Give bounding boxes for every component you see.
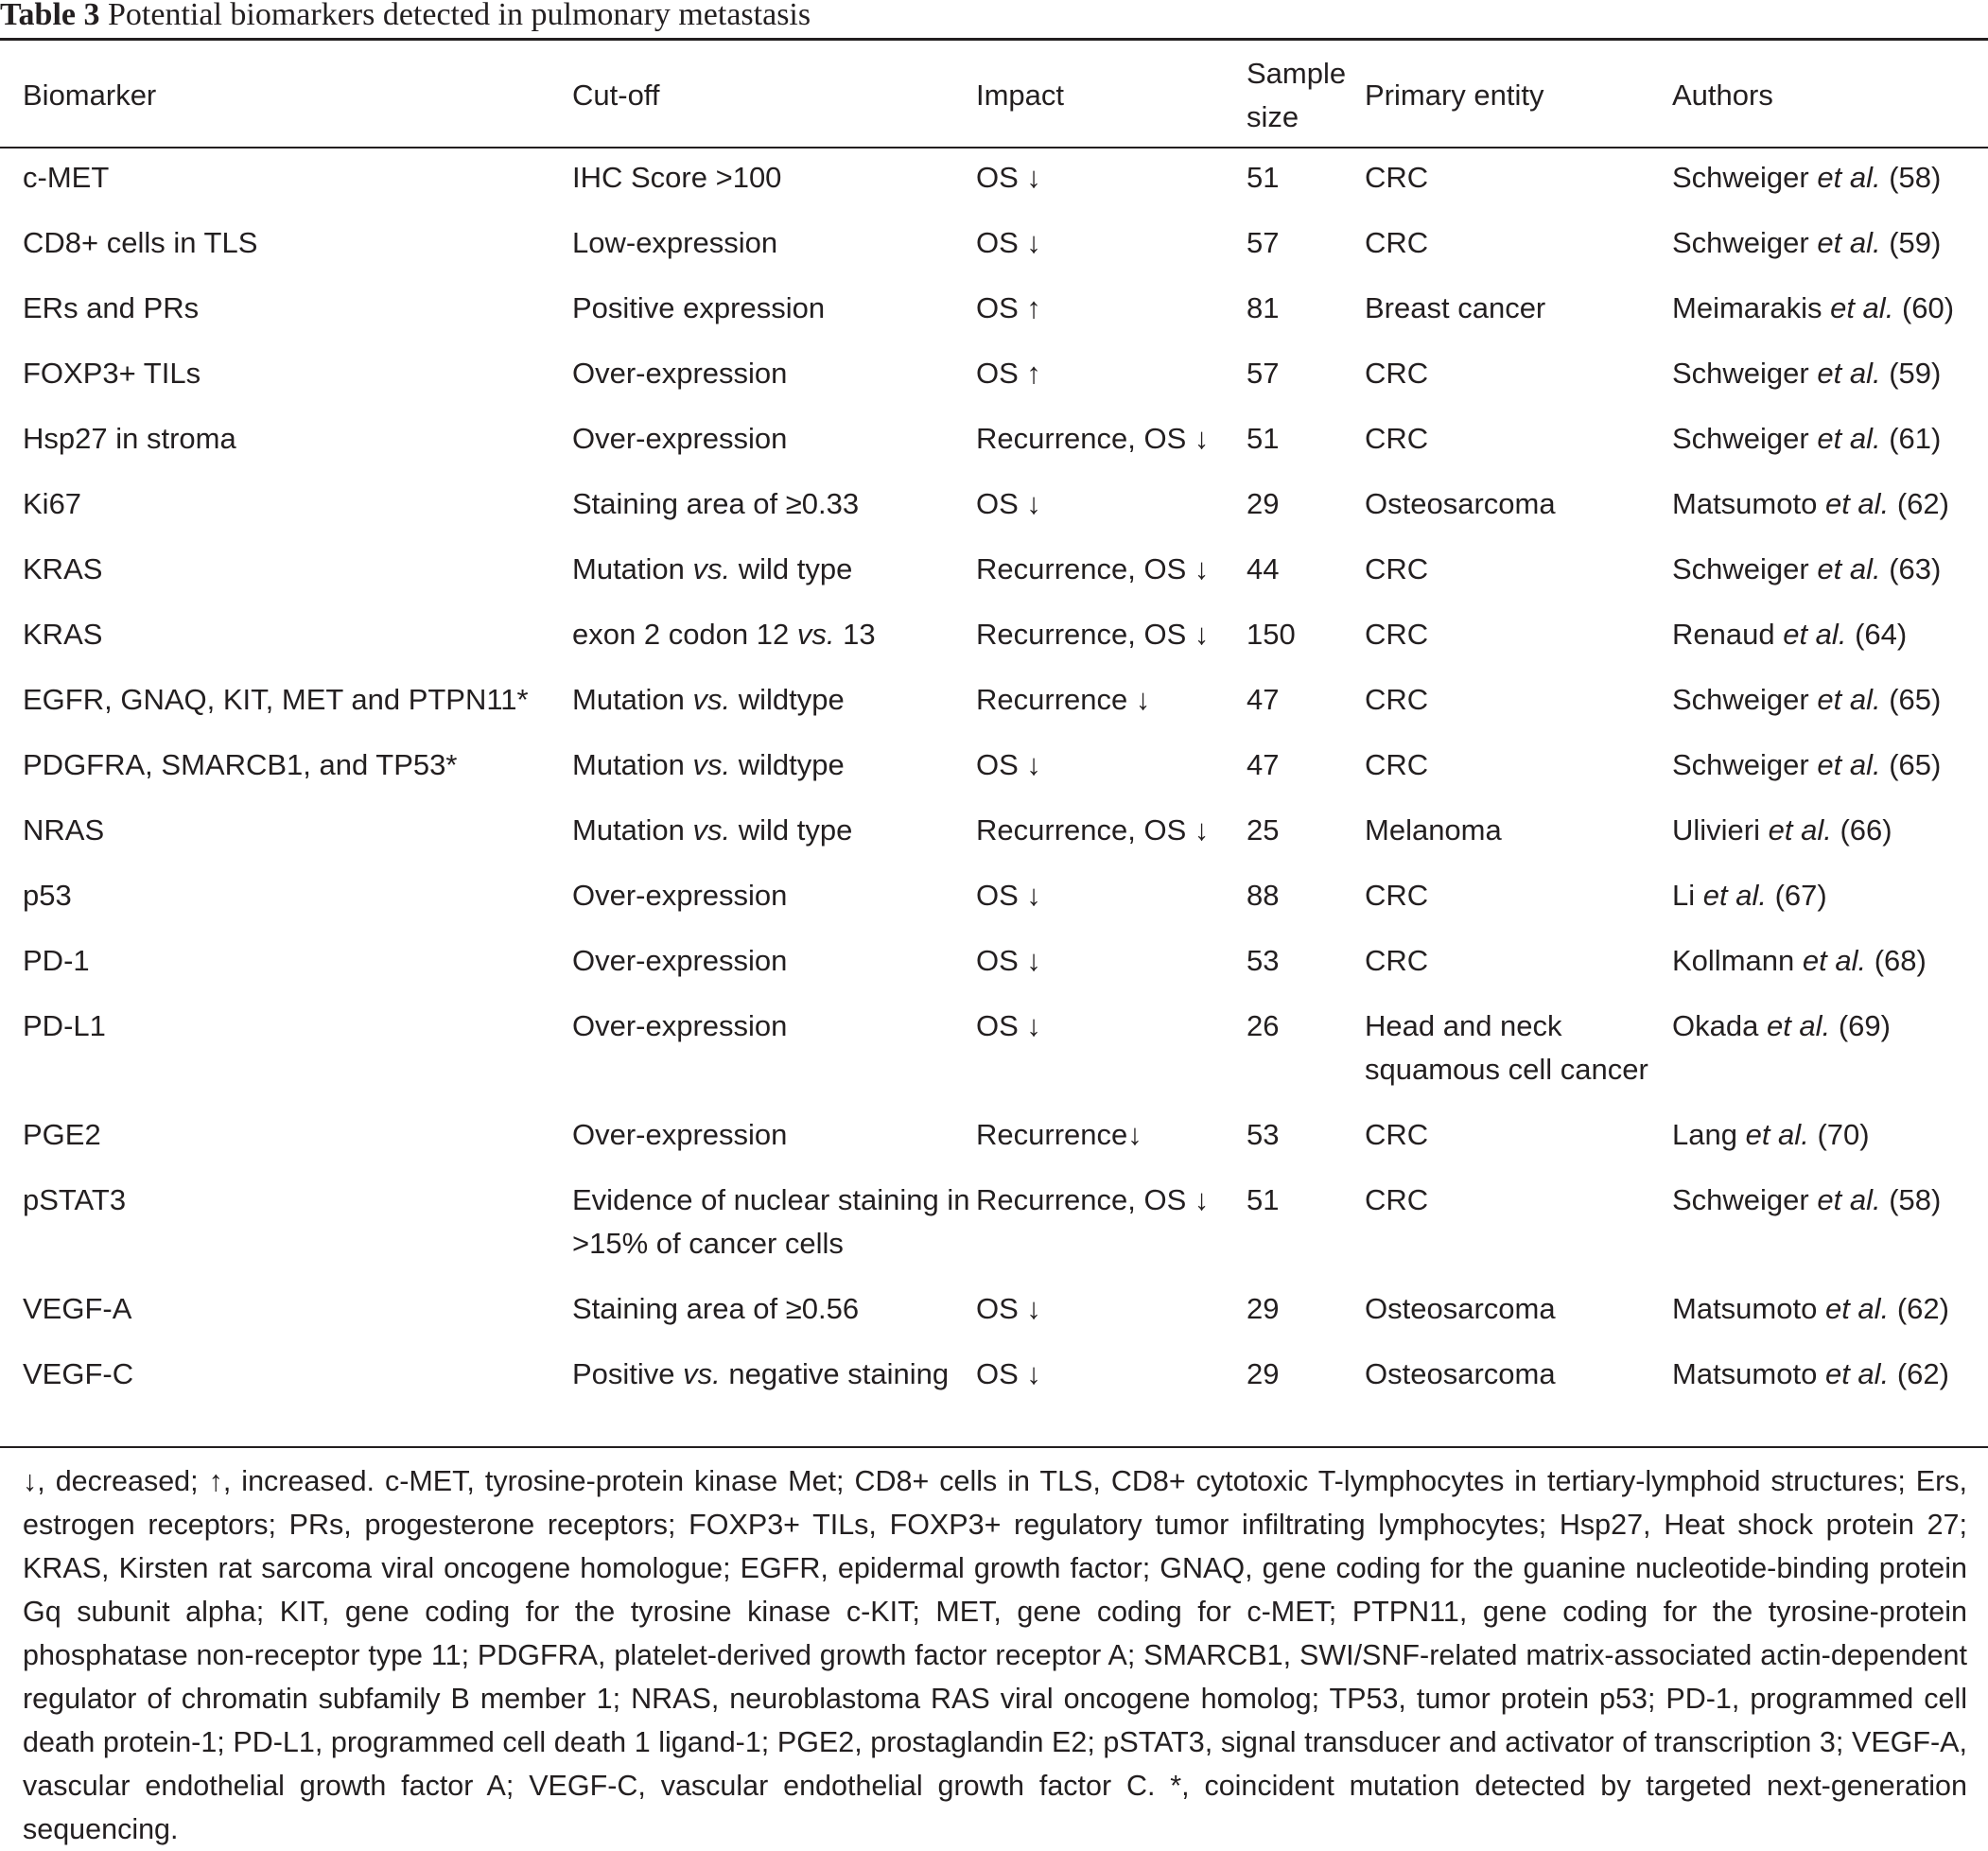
cutoff-text: Positive bbox=[572, 1357, 684, 1390]
author-et-al: et al. bbox=[1768, 813, 1832, 847]
cell-impact: OS ↓ bbox=[976, 1357, 1041, 1390]
row-spacer bbox=[0, 417, 23, 482]
cell-primary-entity: Head and neck squamous cell cancer bbox=[1365, 1009, 1648, 1086]
cell-biomarker: FOXP3+ TILs bbox=[23, 357, 201, 390]
table-footnote: ↓, decreased; ↑, increased. c-MET, tyrosine-protein kinase Met; CD8+ cells in TLS, CD8+ cytotoxic T-lymphocytes in tertiary-lymphoid structures; Ers, estrogen receptors; PRs, progesterone receptors; FOXP3+ TILs, FOXP3+ regulatory tumor infiltrating lymphocytes; Hsp27, Heat shock protein 27; KRAS, Kirsten rat sarcoma viral oncogene homologue; EGFR, epidermal growth factor; GNAQ, gene coding for the guanine nucleotide-binding protein Gq subunit alpha; KIT, gene coding for the tyrosine kinase c-KIT; MET, gene coding for c-MET; PTPN11, gene coding for the tyrosine-protein phosphatase non-receptor type 11; PDGFRA, platelet-derived growth factor receptor A; SMARCB1, SWI/SNF-related matrix-associated actin-dependent regulator of chromatin subfamily B member 1; NRAS, neuroblastoma RAS viral oncogene homolog; TP53, tumor protein p53; PD-1, programmed cell death protein-1; PD-L1, programmed cell death 1 ligand-1; PGE2, prostaglandin E2; pSTAT3, signal transducer and activator of transcription 3; VEGF-A, vascular endothelial growth factor A; VEGF-C, vascular endothelial growth factor C. *, coincident mutation detected by targeted next-generation sequencing. bbox=[23, 1465, 1967, 1845]
author-name: Schweiger bbox=[1672, 683, 1809, 716]
cell-biomarker: VEGF-A bbox=[23, 1292, 132, 1325]
cell-primary-entity: CRC bbox=[1365, 944, 1429, 977]
cell-cutoff bbox=[572, 221, 976, 287]
table-row bbox=[0, 809, 1988, 874]
row-spacer bbox=[0, 1179, 23, 1287]
header-row bbox=[0, 47, 1988, 144]
author-et-al: et al. bbox=[1824, 1292, 1890, 1325]
cell-sample-size: 53 bbox=[1247, 944, 1280, 977]
table-caption bbox=[0, 0, 811, 32]
cell-cutoff bbox=[572, 548, 976, 613]
cutoff-text: exon 2 codon 12 bbox=[572, 618, 797, 651]
cell-primary-entity: CRC bbox=[1365, 879, 1429, 912]
cell-cutoff bbox=[572, 613, 976, 678]
cutoff-text: Evidence of nuclear staining in >15% of cancer cells bbox=[572, 1183, 970, 1260]
author-reference: (58) bbox=[1889, 161, 1942, 194]
cell-cutoff bbox=[572, 287, 976, 352]
cell-impact: Recurrence, OS ↓ bbox=[976, 1183, 1210, 1216]
cell-cutoff bbox=[572, 874, 976, 939]
cell-biomarker: PDGFRA, SMARCB1, and TP53* bbox=[23, 748, 458, 781]
cell-sample-size: 25 bbox=[1247, 813, 1280, 847]
cell-authors bbox=[1672, 613, 1988, 678]
cell-authors bbox=[1672, 678, 1988, 743]
cell-sample-size: 51 bbox=[1247, 1183, 1280, 1216]
cell-biomarker: ERs and PRs bbox=[23, 291, 200, 324]
row-spacer bbox=[0, 743, 23, 809]
author-name: Schweiger bbox=[1672, 1183, 1809, 1216]
cutoff-text: Over-expression bbox=[572, 944, 788, 977]
row-spacer bbox=[0, 221, 23, 287]
author-et-al: et al. bbox=[1817, 161, 1881, 194]
header-cutoff: Cut-off bbox=[572, 79, 660, 112]
header-biomarker: Biomarker bbox=[23, 79, 157, 112]
cutoff-text: Positive expression bbox=[572, 291, 826, 324]
author-reference: (59) bbox=[1889, 226, 1942, 259]
author-reference: (65) bbox=[1889, 748, 1942, 781]
cutoff-text: wild type bbox=[730, 552, 853, 585]
cell-cutoff bbox=[572, 417, 976, 482]
cutoff-text: wildtype bbox=[730, 683, 845, 716]
cell-authors bbox=[1672, 482, 1988, 548]
author-et-al: et al. bbox=[1817, 683, 1881, 716]
author-name: Okada bbox=[1672, 1009, 1759, 1042]
author-et-al: et al. bbox=[1817, 226, 1881, 259]
cell-cutoff bbox=[572, 482, 976, 548]
author-reference: (60) bbox=[1901, 291, 1955, 324]
author-reference: (67) bbox=[1774, 879, 1827, 912]
author-et-al: et al. bbox=[1802, 944, 1867, 977]
cell-cutoff bbox=[572, 939, 976, 1004]
author-et-al: et al. bbox=[1745, 1118, 1809, 1151]
cutoff-text: wildtype bbox=[730, 748, 845, 781]
author-name: Schweiger bbox=[1672, 357, 1809, 390]
cutoff-text: Over-expression bbox=[572, 1009, 788, 1042]
author-name: Matsumoto bbox=[1672, 1292, 1818, 1325]
cutoff-text: IHC Score >100 bbox=[572, 161, 782, 194]
row-spacer bbox=[0, 939, 23, 1004]
author-reference: (64) bbox=[1855, 618, 1908, 651]
cell-primary-entity: CRC bbox=[1365, 748, 1429, 781]
author-et-al: et al. bbox=[1702, 879, 1767, 912]
author-et-al: et al. bbox=[1817, 1183, 1881, 1216]
cell-authors bbox=[1672, 417, 1988, 482]
row-spacer bbox=[0, 144, 23, 221]
cutoff-text: Staining area of ≥0.56 bbox=[572, 1292, 860, 1325]
author-reference: (68) bbox=[1874, 944, 1927, 977]
cell-authors bbox=[1672, 1179, 1988, 1287]
author-reference: (69) bbox=[1838, 1009, 1891, 1042]
cell-impact: Recurrence, OS ↓ bbox=[976, 422, 1210, 455]
author-et-al: et al. bbox=[1830, 291, 1894, 324]
author-name: Kollmann bbox=[1672, 944, 1795, 977]
cell-sample-size: 51 bbox=[1247, 422, 1280, 455]
header-spacer bbox=[0, 47, 23, 144]
cutoff-text: Over-expression bbox=[572, 357, 788, 390]
author-reference: (58) bbox=[1889, 1183, 1942, 1216]
cutoff-text: Low-expression bbox=[572, 226, 778, 259]
cutoff-text: 13 bbox=[834, 618, 876, 651]
cell-cutoff bbox=[572, 1353, 976, 1418]
cell-authors bbox=[1672, 1353, 1988, 1418]
header-authors: Authors bbox=[1672, 79, 1773, 112]
cutoff-vs: vs. bbox=[796, 618, 835, 651]
table-row bbox=[0, 482, 1988, 548]
cell-authors bbox=[1672, 1004, 1988, 1113]
cell-primary-entity: Osteosarcoma bbox=[1365, 487, 1556, 520]
author-et-al: et al. bbox=[1817, 748, 1881, 781]
table-row bbox=[0, 613, 1988, 678]
author-name: Meimarakis bbox=[1672, 291, 1822, 324]
cell-sample-size: 88 bbox=[1247, 879, 1280, 912]
cell-primary-entity: Osteosarcoma bbox=[1365, 1292, 1556, 1325]
cell-primary-entity: CRC bbox=[1365, 552, 1429, 585]
cell-authors bbox=[1672, 743, 1988, 809]
row-spacer bbox=[0, 287, 23, 352]
row-spacer bbox=[0, 1004, 23, 1113]
table-row bbox=[0, 874, 1988, 939]
cell-sample-size: 57 bbox=[1247, 357, 1280, 390]
cell-cutoff bbox=[572, 809, 976, 874]
cell-authors bbox=[1672, 874, 1988, 939]
cell-primary-entity: CRC bbox=[1365, 357, 1429, 390]
table-caption-label: Table 3 bbox=[0, 0, 100, 32]
author-reference: (59) bbox=[1889, 357, 1942, 390]
author-reference: (66) bbox=[1840, 813, 1892, 847]
author-name: Renaud bbox=[1672, 618, 1775, 651]
cutoff-vs: vs. bbox=[692, 748, 731, 781]
cell-impact: OS ↓ bbox=[976, 748, 1041, 781]
cutoff-text: Mutation bbox=[572, 748, 693, 781]
cell-primary-entity: CRC bbox=[1365, 422, 1429, 455]
cell-biomarker: PGE2 bbox=[23, 1118, 101, 1151]
row-spacer bbox=[0, 548, 23, 613]
cell-impact: OS ↓ bbox=[976, 161, 1041, 194]
table-row bbox=[0, 548, 1988, 613]
cell-primary-entity: CRC bbox=[1365, 161, 1429, 194]
author-reference: (62) bbox=[1896, 1292, 1949, 1325]
author-reference: (61) bbox=[1889, 422, 1942, 455]
cell-impact: OS ↓ bbox=[976, 487, 1041, 520]
author-name: Schweiger bbox=[1672, 552, 1809, 585]
cell-authors bbox=[1672, 352, 1988, 417]
cell-sample-size: 26 bbox=[1247, 1009, 1280, 1042]
author-reference: (63) bbox=[1889, 552, 1942, 585]
cell-primary-entity: CRC bbox=[1365, 683, 1429, 716]
row-spacer bbox=[0, 352, 23, 417]
cell-impact: OS ↓ bbox=[976, 944, 1041, 977]
author-name: Schweiger bbox=[1672, 422, 1809, 455]
cell-primary-entity: Osteosarcoma bbox=[1365, 1357, 1556, 1390]
author-reference: (70) bbox=[1817, 1118, 1870, 1151]
author-reference: (62) bbox=[1896, 1357, 1949, 1390]
cell-impact: Recurrence ↓ bbox=[976, 683, 1151, 716]
table-row bbox=[0, 1113, 1988, 1179]
cell-biomarker: Hsp27 in stroma bbox=[23, 422, 236, 455]
table-row bbox=[0, 1179, 1988, 1287]
author-reference: (65) bbox=[1889, 683, 1942, 716]
cutoff-text: Staining area of ≥0.33 bbox=[572, 487, 860, 520]
cell-sample-size: 150 bbox=[1247, 618, 1296, 651]
cell-cutoff bbox=[572, 1113, 976, 1179]
cell-authors bbox=[1672, 287, 1988, 352]
cutoff-vs: vs. bbox=[692, 683, 731, 716]
author-et-al: et al. bbox=[1817, 357, 1881, 390]
header-primary-entity: Primary entity bbox=[1365, 79, 1544, 112]
cell-biomarker: NRAS bbox=[23, 813, 105, 847]
header-sample-size: Sample size bbox=[1247, 57, 1347, 133]
cutoff-text: Mutation bbox=[572, 813, 693, 847]
cell-impact: Recurrence, OS ↓ bbox=[976, 552, 1210, 585]
cell-impact: Recurrence, OS ↓ bbox=[976, 813, 1210, 847]
cell-authors bbox=[1672, 939, 1988, 1004]
row-spacer bbox=[0, 1113, 23, 1179]
cell-biomarker: c-MET bbox=[23, 161, 110, 194]
table-row bbox=[0, 1353, 1988, 1418]
table-top-rule bbox=[0, 38, 1988, 41]
cell-biomarker: PD-L1 bbox=[23, 1009, 106, 1042]
cell-authors bbox=[1672, 548, 1988, 613]
cell-biomarker: EGFR, GNAQ, KIT, MET and PTPN11* bbox=[23, 683, 529, 716]
cell-impact: OS ↑ bbox=[976, 357, 1041, 390]
cell-cutoff bbox=[572, 1004, 976, 1113]
table-row bbox=[0, 678, 1988, 743]
row-spacer bbox=[0, 482, 23, 548]
cell-authors bbox=[1672, 221, 1988, 287]
cutoff-text: wild type bbox=[730, 813, 853, 847]
table-row bbox=[0, 352, 1988, 417]
table-row bbox=[0, 939, 1988, 1004]
cell-biomarker: Ki67 bbox=[23, 487, 82, 520]
table-header bbox=[0, 47, 1988, 144]
cutoff-text: Mutation bbox=[572, 552, 693, 585]
author-name: Matsumoto bbox=[1672, 1357, 1818, 1390]
row-spacer bbox=[0, 1287, 23, 1353]
cell-biomarker: PD-1 bbox=[23, 944, 90, 977]
cell-primary-entity: CRC bbox=[1365, 618, 1429, 651]
cell-authors bbox=[1672, 809, 1988, 874]
cell-primary-entity: CRC bbox=[1365, 1183, 1429, 1216]
table-row bbox=[0, 417, 1988, 482]
cutoff-text: Over-expression bbox=[572, 422, 788, 455]
cell-primary-entity: Breast cancer bbox=[1365, 291, 1546, 324]
cell-cutoff bbox=[572, 352, 976, 417]
cell-authors bbox=[1672, 1287, 1988, 1353]
cell-impact: OS ↓ bbox=[976, 879, 1041, 912]
cell-cutoff bbox=[572, 1287, 976, 1353]
cell-primary-entity: CRC bbox=[1365, 1118, 1429, 1151]
cutoff-text: Mutation bbox=[572, 683, 693, 716]
cell-impact: OS ↑ bbox=[976, 291, 1041, 324]
cell-biomarker: KRAS bbox=[23, 618, 103, 651]
cell-sample-size: 29 bbox=[1247, 1292, 1280, 1325]
cell-sample-size: 47 bbox=[1247, 748, 1280, 781]
cell-sample-size: 53 bbox=[1247, 1118, 1280, 1151]
cell-cutoff bbox=[572, 678, 976, 743]
author-et-al: et al. bbox=[1824, 1357, 1890, 1390]
table-caption-text: Potential biomarkers detected in pulmonary metastasis bbox=[108, 0, 811, 32]
cell-authors bbox=[1672, 1113, 1988, 1179]
author-et-al: et al. bbox=[1766, 1009, 1831, 1042]
cell-primary-entity: Melanoma bbox=[1365, 813, 1502, 847]
author-name: Schweiger bbox=[1672, 161, 1809, 194]
row-spacer bbox=[0, 809, 23, 874]
cell-primary-entity: CRC bbox=[1365, 226, 1429, 259]
cell-cutoff bbox=[572, 743, 976, 809]
cell-sample-size: 29 bbox=[1247, 487, 1280, 520]
table-row bbox=[0, 144, 1988, 221]
author-et-al: et al. bbox=[1824, 487, 1890, 520]
author-name: Li bbox=[1672, 879, 1696, 912]
cell-sample-size: 57 bbox=[1247, 226, 1280, 259]
author-name: Lang bbox=[1672, 1118, 1737, 1151]
cell-impact: Recurrence↓ bbox=[976, 1118, 1142, 1151]
header-impact: Impact bbox=[976, 79, 1065, 112]
table-row bbox=[0, 1287, 1988, 1353]
row-spacer bbox=[0, 678, 23, 743]
cell-biomarker: CD8+ cells in TLS bbox=[23, 226, 258, 259]
row-spacer bbox=[0, 613, 23, 678]
cutoff-text: Over-expression bbox=[572, 879, 788, 912]
cutoff-vs: vs. bbox=[692, 813, 731, 847]
author-name: Schweiger bbox=[1672, 226, 1809, 259]
cutoff-text: negative staining bbox=[720, 1357, 950, 1390]
cutoff-vs: vs. bbox=[692, 552, 731, 585]
cell-impact: OS ↓ bbox=[976, 1292, 1041, 1325]
cutoff-text: Over-expression bbox=[572, 1118, 788, 1151]
author-name: Matsumoto bbox=[1672, 487, 1818, 520]
biomarker-table bbox=[0, 47, 1988, 1418]
cell-biomarker: p53 bbox=[23, 879, 72, 912]
author-et-al: et al. bbox=[1817, 552, 1881, 585]
cell-biomarker: KRAS bbox=[23, 552, 103, 585]
cell-cutoff bbox=[572, 1179, 976, 1287]
cutoff-vs: vs. bbox=[683, 1357, 721, 1390]
cell-biomarker: pSTAT3 bbox=[23, 1183, 127, 1216]
cell-sample-size: 29 bbox=[1247, 1357, 1280, 1390]
cell-sample-size: 51 bbox=[1247, 161, 1280, 194]
cell-impact: Recurrence, OS ↓ bbox=[976, 618, 1210, 651]
cell-sample-size: 81 bbox=[1247, 291, 1280, 324]
author-et-al: et al. bbox=[1817, 422, 1881, 455]
table-row bbox=[0, 1004, 1988, 1113]
row-spacer bbox=[0, 874, 23, 939]
cell-cutoff bbox=[572, 144, 976, 221]
row-spacer bbox=[0, 1353, 23, 1418]
cell-authors bbox=[1672, 144, 1988, 221]
cell-biomarker: VEGF-C bbox=[23, 1357, 134, 1390]
cell-impact: OS ↓ bbox=[976, 1009, 1041, 1042]
table-bottom-rule bbox=[0, 1446, 1988, 1448]
author-name: Ulivieri bbox=[1672, 813, 1760, 847]
table-row bbox=[0, 743, 1988, 809]
table-row bbox=[0, 287, 1988, 352]
table-body bbox=[0, 144, 1988, 1418]
cell-impact: OS ↓ bbox=[976, 226, 1041, 259]
cell-sample-size: 47 bbox=[1247, 683, 1280, 716]
author-reference: (62) bbox=[1896, 487, 1949, 520]
table-row bbox=[0, 221, 1988, 287]
author-et-al: et al. bbox=[1783, 618, 1847, 651]
author-name: Schweiger bbox=[1672, 748, 1809, 781]
cell-sample-size: 44 bbox=[1247, 552, 1280, 585]
